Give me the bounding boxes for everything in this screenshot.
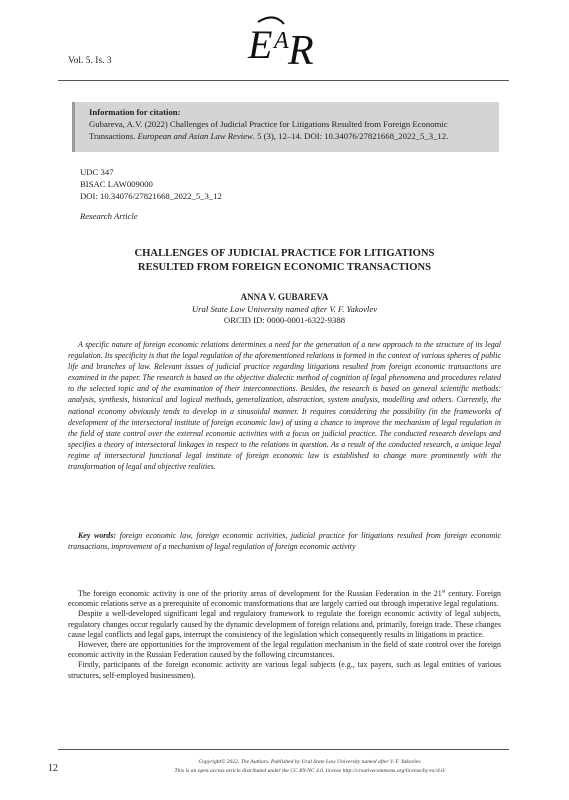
svg-text:A: A: [274, 28, 289, 54]
body-paragraph-1-a: The foreign economic activity is one of the priority areas of development for the Russian Federation in the 21: [78, 589, 442, 598]
article-title: [60, 247, 509, 275]
copyright-notice: [100, 758, 520, 775]
footer-divider: [58, 749, 509, 750]
body-paragraph-4: Firstly, participants of the foreign economic activity are various legal subjects (e.g., tax payers, such as legal entities of various structures, self-employed businessmen).: [68, 660, 501, 680]
citation-text: [89, 118, 489, 142]
keywords-text: foreign economic law, foreign economic activities, judicial practice for litigations resulted from foreign economic transactions, improvement of a mechanism of legal regulation of foreign economic activity: [68, 531, 501, 552]
body-text: [68, 589, 501, 681]
svg-text:R: R: [288, 28, 314, 74]
author-name: ANNA V. GUBAREVA: [240, 292, 329, 302]
doi: DOI: 10.34076/27821668_2022_5_3_12: [80, 191, 222, 201]
license-line: This is an open access article distributed under the CC BY-NC 4.0. license http://creativecommons.org/license/by-nc/4.0/: [174, 767, 446, 774]
body-paragraph-2: Despite a well-developed significant legal and regulatory framework to regulate the foreign economic activity of legal subjects, regulatory changes occur regularly caused by the dynamic development of foreign relations and, primarily, foreign trade. These changes cause legal conflicts and legal gaps, interrupt the consistency of the legislation which consequently results in litigations in practice.: [68, 609, 501, 639]
author-affiliation: Ural State Law University named after V. F. Yakovlev: [191, 303, 378, 314]
citation-tail: . 5 (3), 12–14. DOI: 10.34076/27821668_2022_5_3_12.: [252, 131, 449, 141]
keywords: [68, 530, 501, 552]
body-paragraph-1: [68, 589, 501, 609]
body-paragraph-3: However, there are opportunities for the improvement of the legal regulation mechanism in the field of state control over the foreign economic activity in the Russian Federation caused by the following circumstances.: [68, 640, 501, 660]
journal-logo: [244, 14, 324, 74]
article-identifiers: [80, 166, 222, 202]
body-paragraph-1-b: century. Foreign economic relations serve as a prerequisite of economic transformations that are largely carried out through imperative legal regulations.: [68, 589, 502, 609]
citation-box: [72, 102, 499, 152]
copyright-line-1: Copyright© 2022. The Authors. Published by Ural State Law University named after V. F. Yakovlev.: [198, 759, 422, 765]
keywords-label: Key words:: [78, 531, 117, 540]
ordinal-superscript: st: [441, 588, 446, 595]
bisac-code: BISAC LAW009000: [80, 179, 153, 189]
article-type: Research Article: [80, 211, 138, 221]
citation-main: Gubareva, A.V. (2022) Challenges of Judicial Practice for Litigations Resulted from Foreign Economic Transactions.: [89, 119, 448, 141]
author-orcid: ORCID ID: 0000-0001-6322-9388: [223, 315, 346, 325]
udc-code: UDC 347: [80, 167, 114, 177]
journal-logo-graphic: [244, 14, 324, 74]
svg-text:E: E: [248, 22, 273, 67]
page-number: 12: [48, 763, 58, 774]
title-line-2: RESULTED FROM FOREIGN ECONOMIC TRANSACTIONS: [137, 262, 432, 273]
volume-issue: Vol. 5. Is. 3: [68, 56, 112, 66]
author-block: [60, 292, 509, 327]
citation-journal: European and Asian Law Review: [137, 131, 253, 141]
abstract: A specific nature of foreign economic relations determines a need for the generation of a new approach to the structure of its legal regulation. Its specificity is that the legal regulation of the aforementioned relations is formed in the context of various spheres of public life and branches of law. Relevant issues of judicial practice regarding litigations resulted from foreign economic transactions are examined in the paper. The research is based on the objective dialectic method of cognition of legal phenomena and procedures related to the selected topic and of the examination of their interconnections. Besides, the research is based on general scientific methods: analysis, synthesis, historical and logical methods, generalization, abstraction, system analysis, modelling and others. Currently, the national economy obviously tends to develop in a sinusoidal manner. It requires considering the possibility (in the frameworks of development of the intersectoral institute of foreign economic law) of using a chance to improve the mechanism of legal regulation in the field of state control over the external economic activities with a focus on judicial practice. The conducted research develops and specifies a theory of intersectoral linkages in respect to the relations in question. As a result of the conducted research, a unique legal regime of intersectoral functional legal institute of foreign economic law is established to change more prominently with the transformation of legal and objective realities.: [68, 340, 501, 472]
header-divider: [58, 80, 509, 81]
title-line-1: CHALLENGES OF JUDICIAL PRACTICE FOR LITIGATIONS: [134, 248, 435, 259]
citation-heading: Information for citation:: [89, 107, 181, 117]
